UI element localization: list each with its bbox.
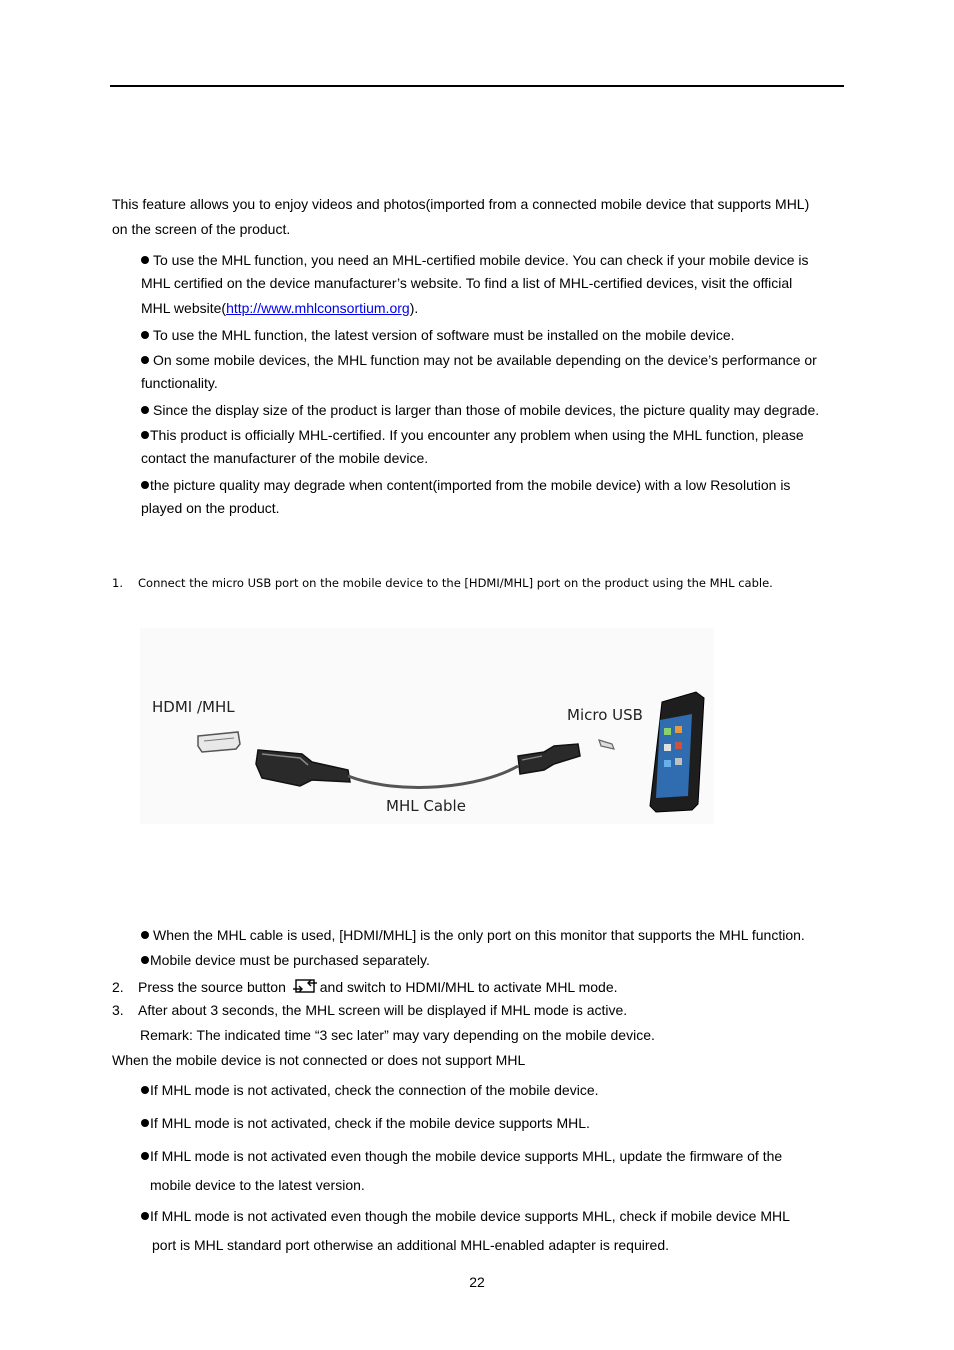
bullet-only-port: When the MHL cable is used, [HDMI/MHL] is the only port on this monitor that supports the MHL function. bbox=[141, 927, 805, 944]
bullet-dot-icon bbox=[141, 1212, 149, 1220]
bullet-latest-software: To use the MHL function, the latest version of software must be installed on the mobile device. bbox=[141, 327, 735, 344]
micro-usb-port-icon bbox=[599, 740, 614, 749]
bullet-mhl-certified: To use the MHL function, you need an MHL-certified mobile device. You can check if your mobile device is bbox=[141, 252, 809, 269]
mhl-consortium-link[interactable]: http://www.mhlconsortium.org bbox=[226, 300, 410, 316]
bullet-dot-icon bbox=[141, 256, 149, 264]
bullet-dot-icon bbox=[141, 1086, 149, 1094]
bullet-officially-certified-line-2: contact the manufacturer of the mobile device. bbox=[141, 450, 429, 466]
mhl-connection-diagram bbox=[140, 628, 714, 824]
bullet-purchased-separately: Mobile device must be purchased separately. bbox=[141, 952, 430, 969]
bullet-dot-icon bbox=[141, 1152, 149, 1160]
bullet-display-size: Since the display size of the product is larger than those of mobile devices, the picture quality may degrade. bbox=[141, 402, 819, 419]
source-button-icon bbox=[292, 977, 318, 999]
intro-line-1: This feature allows you to enjoy videos and photos(imported from a connected mobile device that supports MHL) bbox=[112, 196, 810, 212]
troubleshoot-bullet-adapter: If MHL mode is not activated even though the mobile device supports MHL, check if mobile device MHL bbox=[141, 1208, 790, 1225]
mhl-cable-label: MHL Cable bbox=[386, 797, 466, 815]
step-3: 3. After about 3 seconds, the MHL screen will be displayed if MHL mode is active. bbox=[112, 1002, 628, 1018]
step-2: 2. Press the source button and switch to HDMI/MHL to activate MHL mode. bbox=[112, 977, 618, 999]
bullet-availability: On some mobile devices, the MHL function may not be available depending on the device’s performance or bbox=[141, 352, 817, 369]
bullet-dot-icon bbox=[141, 956, 149, 964]
bullet-availability-line-2: functionality. bbox=[141, 375, 218, 391]
hdmi-mhl-label: HDMI /MHL bbox=[152, 698, 235, 716]
header-rule bbox=[110, 85, 844, 87]
bullet-mhl-certified-line-3: MHL website(http://www.mhlconsortium.org). bbox=[141, 300, 419, 316]
bullet-dot-icon bbox=[141, 431, 149, 439]
bullet-dot-icon bbox=[141, 406, 149, 414]
troubleshoot-bullet-supports: If MHL mode is not activated, check if the mobile device supports MHL. bbox=[141, 1115, 590, 1132]
mhl-cable-icon bbox=[256, 744, 580, 787]
bullet-dot-icon bbox=[141, 931, 149, 939]
troubleshoot-bullet-adapter-line-2: port is MHL standard port otherwise an additional MHL-enabled adapter is required. bbox=[152, 1237, 669, 1253]
bullet-dot-icon bbox=[141, 1119, 149, 1127]
page-number: 22 bbox=[469, 1274, 485, 1290]
troubleshoot-bullet-firmware: If MHL mode is not activated even though the mobile device supports MHL, update the firmware of the bbox=[141, 1148, 782, 1165]
troubleshoot-bullet-firmware-line-2: mobile device to the latest version. bbox=[150, 1177, 365, 1193]
intro-line-2: on the screen of the product. bbox=[112, 221, 291, 237]
troubleshoot-bullet-connection: If MHL mode is not activated, check the connection of the mobile device. bbox=[141, 1082, 599, 1099]
micro-usb-label: Micro USB bbox=[567, 706, 643, 724]
bullet-picture-quality: the picture quality may degrade when content(imported from the mobile device) with a low Resolution is bbox=[141, 477, 790, 494]
bullet-dot-icon bbox=[141, 481, 149, 489]
step-3-remark: Remark: The indicated time “3 sec later” may vary depending on the mobile device. bbox=[140, 1027, 655, 1043]
bullet-dot-icon bbox=[141, 331, 149, 339]
bullet-dot-icon bbox=[141, 356, 149, 364]
bullet-mhl-certified-line-2: MHL certified on the device manufacturer’s website. To find a list of MHL-certified devices, visit the official bbox=[141, 275, 793, 291]
mobile-device-icon bbox=[650, 692, 704, 812]
hdmi-port-icon bbox=[198, 732, 240, 752]
bullet-officially-certified: This product is officially MHL-certified. If you encounter any problem when using the MHL function, please bbox=[141, 427, 804, 444]
troubleshoot-heading: When the mobile device is not connected or does not support MHL bbox=[112, 1052, 526, 1068]
bullet-picture-quality-line-2: played on the product. bbox=[141, 500, 280, 516]
step-1: 1. Connect the micro USB port on the mobile device to the [HDMI/MHL] port on the product using the MHL cable. bbox=[112, 576, 773, 590]
